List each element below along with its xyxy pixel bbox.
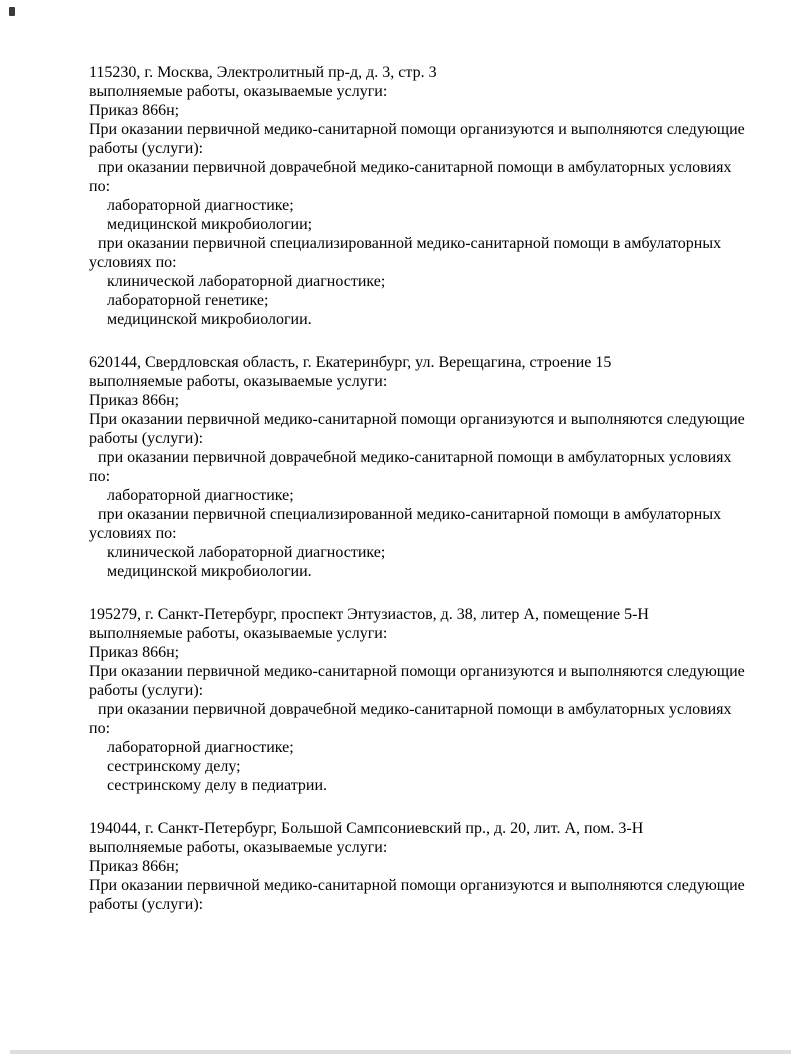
text-line: работы (услуги):: [89, 430, 204, 447]
text-line: по:: [89, 720, 111, 737]
address-line: 195279, г. Санкт-Петербург, проспект Энтузиастов, д. 38, литер А, помещение 5-Н: [89, 606, 649, 623]
address-line: 620144, Свердловская область, г. Екатеринбург, ул. Верещагина, строение 15: [89, 354, 612, 371]
text-line: Приказ 866н;: [89, 644, 180, 661]
license-section: [89, 605, 745, 795]
text-line: выполняемые работы, оказываемые услуги:: [89, 373, 388, 390]
address-line: 194044, г. Санкт-Петербург, Большой Сампсониевский пр., д. 20, лит. А, пом. 3-Н: [89, 820, 644, 837]
text-line: по:: [89, 178, 111, 195]
text-line: по:: [89, 468, 111, 485]
text-line: выполняемые работы, оказываемые услуги:: [89, 625, 388, 642]
text-line: работы (услуги):: [89, 896, 204, 913]
text-line: при оказании первичной специализированной медико-санитарной помощи в амбулаторных: [98, 235, 722, 252]
text-line: медицинской микробиологии.: [107, 311, 312, 328]
text-line: лабораторной диагностике;: [107, 739, 294, 756]
address-line: 115230, г. Москва, Электролитный пр-д, д. 3, стр. 3: [89, 64, 437, 81]
text-line: при оказании первичной доврачебной медико-санитарной помощи в амбулаторных условиях: [98, 701, 732, 718]
text-line: выполняемые работы, оказываемые услуги:: [89, 839, 388, 856]
text-line: клинической лабораторной диагностике;: [107, 273, 386, 290]
text-line: условиях по:: [89, 525, 177, 542]
license-section: [89, 353, 745, 581]
text-line: лабораторной диагностике;: [107, 487, 294, 504]
license-section: [89, 63, 745, 329]
text-line: лабораторной диагностике;: [107, 197, 294, 214]
text-line: При оказании первичной медико-санитарной помощи организуются и выполняются следующие: [89, 877, 745, 894]
text-line: лабораторной генетике;: [107, 292, 269, 309]
text-line: сестринскому делу в педиатрии.: [107, 777, 328, 794]
text-line: медицинской микробиологии.: [107, 563, 312, 580]
text-line: при оказании первичной специализированной медико-санитарной помощи в амбулаторных: [98, 506, 722, 523]
text-line: клинической лабораторной диагностике;: [107, 544, 386, 561]
text-line: При оказании первичной медико-санитарной помощи организуются и выполняются следующие: [89, 121, 745, 138]
text-line: При оказании первичной медико-санитарной помощи организуются и выполняются следующие: [89, 663, 745, 680]
text-line: Приказ 866н;: [89, 102, 180, 119]
horizontal-scrollbar[interactable]: [10, 1050, 791, 1054]
text-line: работы (услуги):: [89, 682, 204, 699]
text-line: выполняемые работы, оказываемые услуги:: [89, 83, 388, 100]
license-section: [89, 819, 745, 914]
text-line: Приказ 866н;: [89, 858, 180, 875]
text-line: медицинской микробиологии;: [107, 216, 313, 233]
text-line: работы (услуги):: [89, 140, 204, 157]
text-line: сестринскому делу;: [107, 758, 241, 775]
text-line: при оказании первичной доврачебной медико-санитарной помощи в амбулаторных условиях: [98, 159, 732, 176]
text-line: Приказ 866н;: [89, 392, 180, 409]
text-line: при оказании первичной доврачебной медико-санитарной помощи в амбулаторных условиях: [98, 449, 732, 466]
text-line: условиях по:: [89, 254, 177, 271]
text-line: При оказании первичной медико-санитарной помощи организуются и выполняются следующие: [89, 411, 745, 428]
